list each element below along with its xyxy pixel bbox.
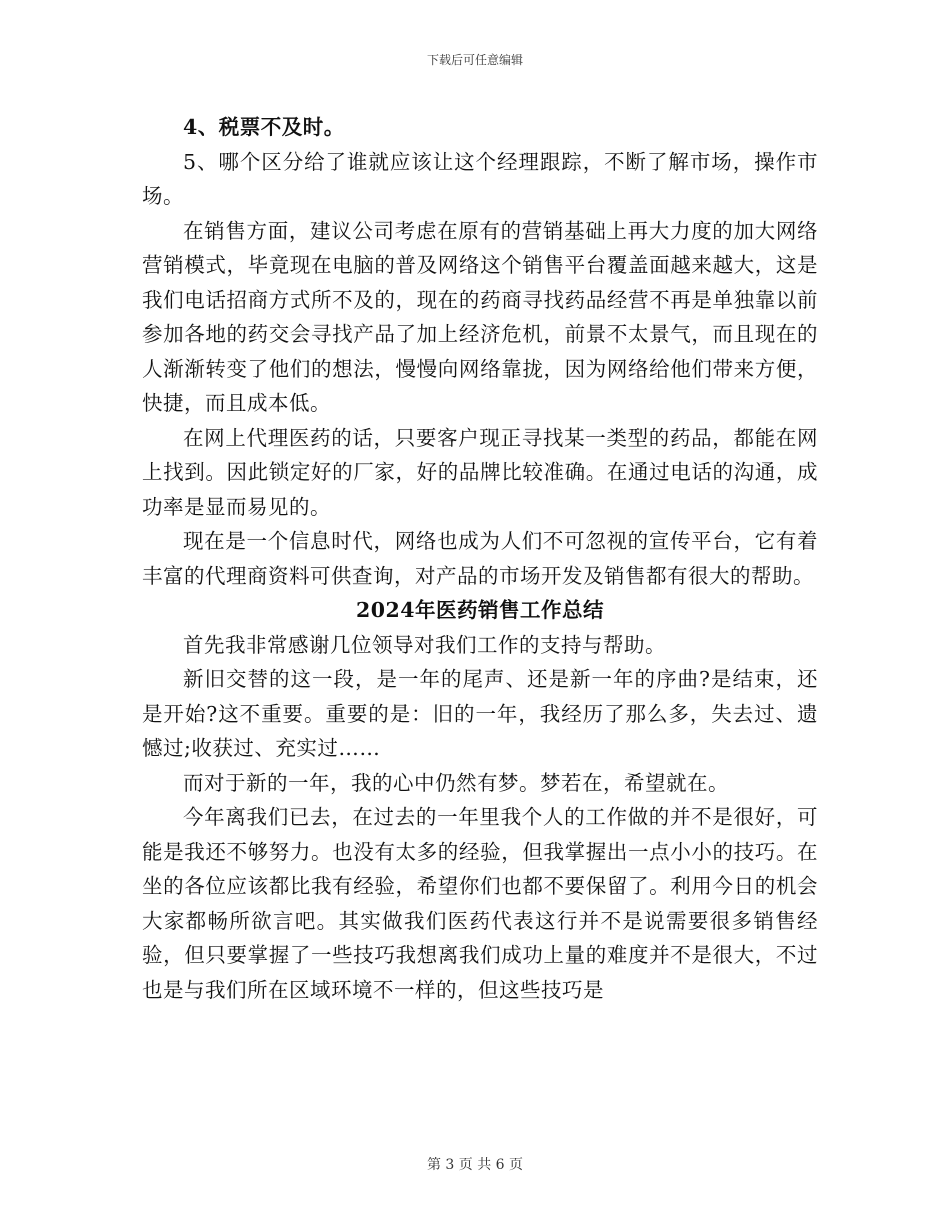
paragraph-dream: 而对于新的一年，我的心中仍然有梦。梦若在，希望就在。	[183, 770, 729, 795]
paragraph-thanks: 首先我非常感谢几位领导对我们工作的支持与帮助。	[183, 632, 666, 657]
document-body	[142, 110, 818, 1007]
paragraph-transition: 新旧交替的这一段，是一年的尾声、还是新一年的序曲?是结束，还是开始?这不重要。重要的是：旧的一年，我经历了那么多，失去过、遗憾过;收获过、充实过……	[142, 667, 818, 760]
paragraph-online-agency: 在网上代理医药的话，只要客户现正寻找某一类型的药品，都能在网上找到。因此锁定好的厂家，好的品牌比较准确。在通过电话的沟通，成功率是显而易见的。	[142, 425, 818, 519]
page-header: 下载后可任意编辑	[426, 53, 523, 67]
list-item-5: 5、哪个区分给了谁就应该让这个经理跟踪，不断了解市场，操作市场。	[142, 149, 818, 208]
list-item-4: 4、税票不及时。	[183, 115, 345, 139]
section-title: 2024年医药销售工作总结	[355, 598, 605, 622]
paragraph-information-era: 现在是一个信息时代，网络也成为人们不可忽视的宣传平台，它有着丰富的代理商资料可供查询，对产品的市场开发及销售都有很大的帮助。	[142, 529, 818, 588]
paragraph-sales-suggestion: 在销售方面，建议公司考虑在原有的营销基础上再大力度的加大网络营销模式，毕竟现在电脑的普及网络这个销售平台覆盖面越来越大，这是我们电话招商方式所不及的，现在的药商寻找药品经营不再是单独靠以前参加各地的药交会寻找产品了加上经济危机，前景不太景气，而且现在的人渐渐转变了他们的想法，慢慢向网络靠拢，因为网络给他们带来方便，快捷，而且成本低。	[142, 218, 818, 415]
paragraph-review: 今年离我们已去，在过去的一年里我个人的工作做的并不是很好，可能是我还不够努力。也没有太多的经验，但我掌握出一点小小的技巧。在坐的各位应该都比我有经验，希望你们也都不要保留了。利用今日的机会大家都畅所欲言吧。其实做我们医药代表这行并不是说需要很多销售经验，但只要掌握了一些技巧我想离我们成功上量的难度并不是很大，不过也是与我们所在区域环境不一样的，但这些技巧是	[142, 805, 818, 1002]
page-footer: 第 3 页 共 6 页	[426, 1157, 524, 1173]
